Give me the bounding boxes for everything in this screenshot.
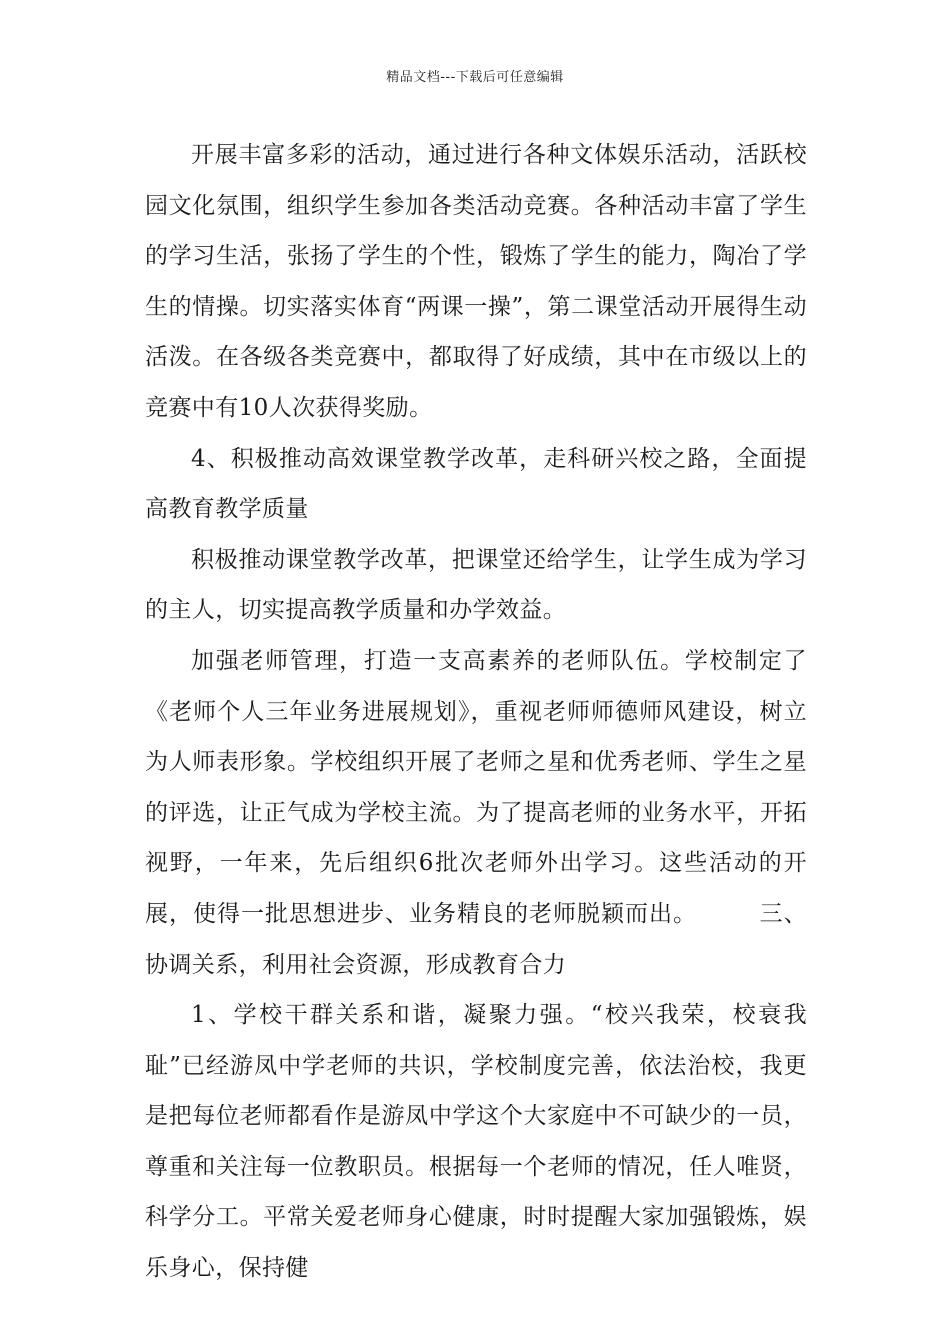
section-heading-three: 三、协调关系，利用社会资源，形成教育合力 [145, 900, 807, 978]
page-header: 精品文档---下载后可任意编辑 [386, 70, 564, 85]
document-body [145, 130, 807, 1294]
paragraph-reform-heading: 4、积极推动高效课堂教学改革，走科研兴校之路，全面提高教育教学质量 [145, 445, 807, 523]
paragraph-classroom-reform: 积极推动课堂教学改革，把课堂还给学生，让学生成为学习的主人，切实提高教学质量和办学效益。 [145, 546, 807, 624]
paragraph-activities: 开展丰富多彩的活动，通过进行各种文体娱乐活动，活跃校园文化氛围，组织学生参加各类活动竞赛。各种活动丰富了学生的学习生活，张扬了学生的个性，锻炼了学生的能力，陶冶了学生的情操。切实落实体育“两课一操”，第二课堂活动开展得生动活泼。在各级各类竞赛中，都取得了好成绩，其中在市级以上的竞赛中有10人次获得奖励。 [145, 142, 807, 421]
teacher-management-text: 加强老师管理，打造一支高素养的老师队伍。学校制定了《老师个人三年业务进展规划》，重视老师师德师风建设，树立为人师表形象。学校组织开展了老师之星和优秀老师、学生之星的评选，让正气成为学校主流。为了提高老师的业务水平，开拓视野，一年来，先后组织6批次老师外出学习。这些活动的开展，使得一批思想进步、业务精良的老师脱颖而出。 [145, 647, 807, 927]
paragraph-cadre-relations: 1、学校干群关系和谐，凝聚力强。“校兴我荣，校衰我耻”已经游凤中学老师的共识，学校制度完善，依法治校，我更是把每位老师都看作是游凤中学这个大家庭中不可缺少的一员，尊重和关注每一位教职员。根据每一个老师的情况，任人唯贤，科学分工。平常关爱老师身心健康，时时提醒大家加强锻炼，娱乐身心，保持健 [145, 1002, 807, 1282]
paragraph-teacher-management [145, 636, 807, 990]
